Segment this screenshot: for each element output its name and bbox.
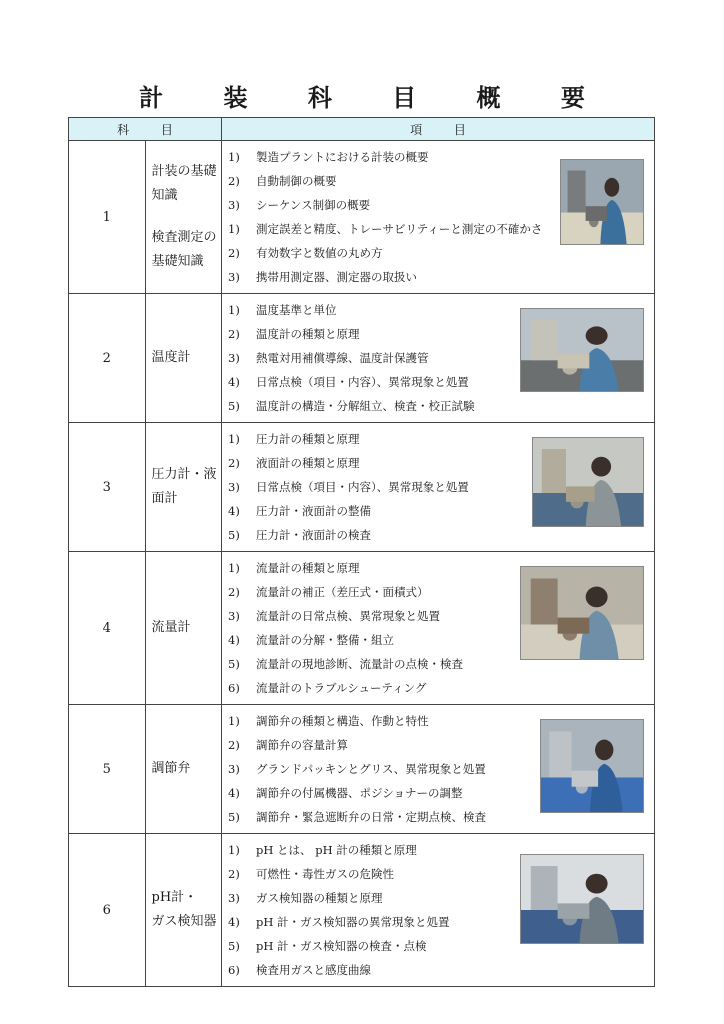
item-index: 2) — [228, 246, 240, 260]
item-index: 2) — [228, 327, 240, 341]
item-index: 5) — [228, 399, 240, 413]
subject-cell — [145, 552, 222, 705]
item-index: 1) — [228, 432, 240, 446]
table-row — [69, 294, 655, 423]
items-cell — [222, 423, 655, 552]
item-index: 3) — [228, 891, 240, 905]
list-item — [228, 958, 654, 982]
items-cell — [222, 705, 655, 834]
item-index: 2) — [228, 585, 240, 599]
item-text: 携帯用測定器、測定器の取扱い — [256, 270, 417, 284]
item-text: ガス検知器の種類と原理 — [256, 891, 383, 905]
subject-line: 知識 — [151, 188, 178, 203]
item-text: pH 計・ガス検知器の異常現象と処置 — [256, 915, 450, 929]
training-photo — [560, 159, 644, 245]
item-index: 2) — [228, 738, 240, 752]
row-number: 4 — [69, 552, 146, 705]
item-index: 2) — [228, 456, 240, 470]
item-text: pH とは、 pH 計の種類と原理 — [256, 843, 417, 857]
table-row — [69, 705, 655, 834]
item-index: 1) — [228, 150, 240, 164]
subject-cell — [145, 141, 222, 294]
training-photo — [520, 566, 644, 660]
training-photo — [520, 308, 644, 392]
syllabus-table — [68, 117, 655, 987]
subject-cell — [145, 423, 222, 552]
item-index: 3) — [228, 351, 240, 365]
row-number: 1 — [69, 141, 146, 294]
item-index: 3) — [228, 609, 240, 623]
item-index: 4) — [228, 915, 240, 929]
item-text: 測定誤差と精度、トレーサビリティーと測定の不確かさ — [256, 222, 543, 236]
table-row — [69, 834, 655, 987]
item-index: 6) — [228, 963, 240, 977]
items-cell — [222, 552, 655, 705]
list-item — [228, 265, 654, 289]
subject-line — [152, 208, 222, 226]
item-text: 調節弁・緊急遮断弁の日常・定期点検、検査 — [256, 810, 486, 824]
training-photo — [540, 719, 644, 813]
subject-line: 圧力計・液面計 — [151, 467, 217, 506]
item-text: 流量計の補正（差圧式・面積式） — [256, 585, 429, 599]
item-text: 調節弁の種類と構造、作動と特性 — [256, 714, 429, 728]
item-index: 1) — [228, 222, 240, 236]
item-index: 1) — [228, 303, 240, 317]
table-row — [69, 423, 655, 552]
training-photo — [532, 437, 644, 527]
item-index: 4) — [228, 786, 240, 800]
item-index: 5) — [228, 528, 240, 542]
table-header-row — [69, 118, 655, 141]
subject-line: 計装の基礎 — [151, 164, 217, 179]
row-number: 5 — [69, 705, 146, 834]
item-text: 検査用ガスと感度曲線 — [256, 963, 371, 977]
item-index: 1) — [228, 561, 240, 575]
subject-cell — [145, 294, 222, 423]
item-text: 調節弁の容量計算 — [256, 738, 348, 752]
item-text: 圧力計の種類と原理 — [256, 432, 360, 446]
table-row — [69, 552, 655, 705]
item-text: 日常点検（項目・内容）、異常現象と処置 — [256, 480, 469, 494]
item-index: 4) — [228, 504, 240, 518]
item-text: 流量計の分解・整備・組立 — [256, 633, 394, 647]
items-cell — [222, 834, 655, 987]
item-text: 製造プラントにおける計装の概要 — [256, 150, 429, 164]
item-index: 5) — [228, 810, 240, 824]
page-title: 計 装 科 目 概 要 — [139, 84, 611, 112]
list-item — [228, 676, 654, 700]
subject-line: 検査測定の — [151, 230, 217, 245]
subject-line: 温度計 — [151, 350, 191, 365]
item-index: 3) — [228, 198, 240, 212]
item-index: 3) — [228, 480, 240, 494]
item-index: 5) — [228, 939, 240, 953]
item-text: 流量計の日常点検、異常現象と処置 — [256, 609, 440, 623]
item-text: 可燃性・毒性ガスの危険性 — [256, 867, 394, 881]
training-photo — [520, 854, 644, 944]
row-number: 6 — [69, 834, 146, 987]
item-index: 4) — [228, 375, 240, 389]
item-index: 2) — [228, 867, 240, 881]
item-text: 圧力計・液面計の検査 — [256, 528, 371, 542]
item-index: 3) — [228, 270, 240, 284]
item-text: 温度基準と単位 — [256, 303, 337, 317]
item-index: 1) — [228, 714, 240, 728]
item-text: pH 計・ガス検知器の検査・点検 — [256, 939, 427, 953]
header-items: 項 目 — [222, 118, 655, 141]
item-text: 流量計の種類と原理 — [256, 561, 360, 575]
row-number: 3 — [69, 423, 146, 552]
items-cell — [222, 294, 655, 423]
item-index: 6) — [228, 681, 240, 695]
table-row — [69, 141, 655, 294]
item-index: 1) — [228, 843, 240, 857]
item-text: 液面計の種類と原理 — [256, 456, 360, 470]
row-number: 2 — [69, 294, 146, 423]
subject-line: 基礎知識 — [151, 254, 204, 269]
item-text: 有効数字と数値の丸め方 — [256, 246, 383, 260]
item-text: シーケンス制御の概要 — [256, 198, 371, 212]
item-text: 自動制御の概要 — [256, 174, 337, 188]
item-text: グランドパッキンとグリス、異常現象と処置 — [256, 762, 486, 776]
item-index: 5) — [228, 657, 240, 671]
item-text: 熱電対用補償導線、温度計保護管 — [256, 351, 429, 365]
subject-cell — [145, 834, 222, 987]
header-subject: 科 目 — [69, 118, 222, 141]
item-index: 2) — [228, 174, 240, 188]
subject-line: 流量計 — [151, 620, 191, 635]
item-text: 日常点検（項目・内容）、異常現象と処置 — [256, 375, 469, 389]
item-index: 4) — [228, 633, 240, 647]
subject-line: pH計・ — [151, 890, 198, 905]
table-body — [69, 141, 655, 987]
item-index: 3) — [228, 762, 240, 776]
item-text: 調節弁の付属機器、ポジショナーの調整 — [256, 786, 463, 800]
item-text: 温度計の構造・分解組立、検査・校正試験 — [256, 399, 475, 413]
subject-cell — [145, 705, 222, 834]
subject-line: ガス検知器 — [151, 914, 217, 929]
item-text: 流量計のトラブルシューティング — [256, 681, 427, 695]
item-text: 流量計の現地診断、流量計の点検・検査 — [256, 657, 463, 671]
item-text: 温度計の種類と原理 — [256, 327, 360, 341]
subject-line: 調節弁 — [151, 761, 191, 776]
list-item — [228, 394, 654, 418]
item-text: 圧力計・液面計の整備 — [256, 504, 371, 518]
items-cell — [222, 141, 655, 294]
